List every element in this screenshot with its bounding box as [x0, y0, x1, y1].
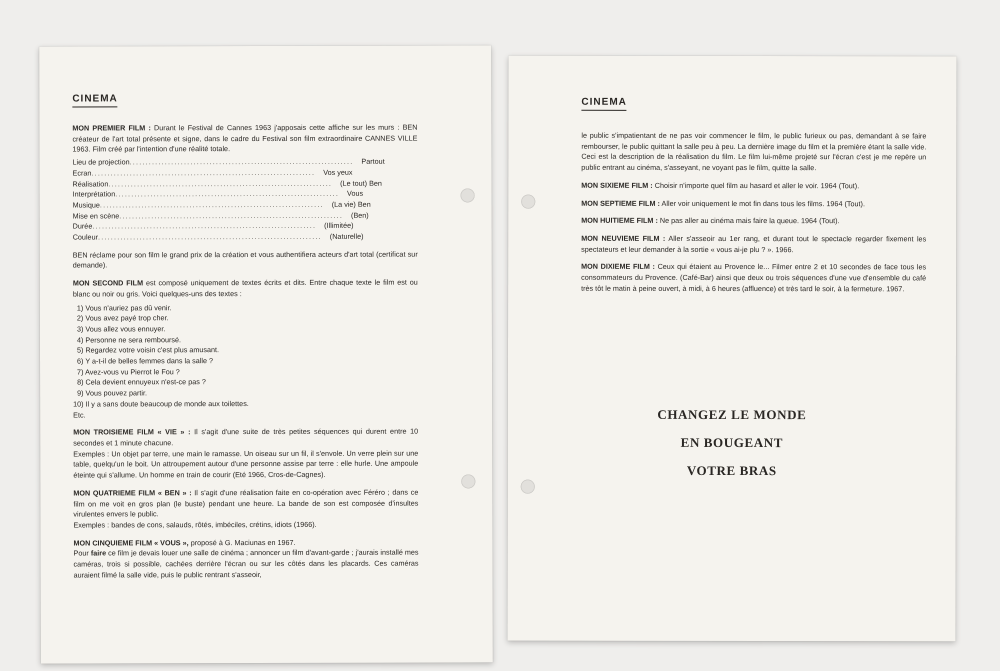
credit-value: (Ben) [351, 210, 369, 220]
list-item: 1) Vous n'auriez pas dû venir. [76, 302, 172, 313]
film-text: Ne pas aller au cinéma mais faire la queue. 1964 (Tout). [659, 216, 840, 226]
dot-leader: ...................................................................... [119, 210, 344, 221]
credit-value: (La vie) Ben [331, 199, 371, 209]
list-item: 5) Regardez votre voisin c'est plus amusant. [76, 345, 220, 355]
page-heading: CINEMA [72, 93, 117, 107]
film-title: MON SECOND FILM [72, 278, 144, 288]
film-4 [73, 487, 418, 531]
credit-label: Musique [72, 200, 100, 210]
list-item: 3) Vous allez vous ennuyer. [76, 324, 166, 334]
list-item: 6) Y a-t-il de belles femmes dans la salle ? [77, 356, 214, 366]
dot-leader: ...................................................................... [91, 167, 316, 178]
film-6 [581, 181, 926, 192]
continuation-text: le public s'impatientant de ne pas voir commencer le film, le public furieux ou pas, demandant à se faire rembourser, le public quittant la salle peu à peu. La dernière image du film et la première étant la salle vide. Ceci est la description de la réalisation du film. Le film lui-même projeté sur l'écran c'est je me repère un public entrant au cinéma, s'asseyant, ne voyant pas le film, quitte la salle. [581, 130, 927, 173]
film-10 [581, 262, 926, 295]
film-text: Ceux qui étaient au Provence le... Filmer entre 2 et 10 secondes de face tous les consommateurs du Provence. (Café-Bar) ainsi que deux ou trois séquences d'une vue d'ensemble du café très tôt le matin à peine ouvert, à midi, à 6 heures (affluence) et très tard le soir, à la fermeture. 1967. [581, 262, 927, 294]
right-page [507, 56, 956, 642]
film-title: MON SIXIEME FILM : [581, 180, 653, 190]
film-text: Choisir n'importe quel film au hasard et aller le voir. 1964 (Tout). [654, 180, 860, 191]
dot-leader: ...................................................................... [115, 189, 340, 199]
credit-label: Couleur [72, 232, 99, 242]
list-item: 4) Personne ne sera remboursé. [76, 334, 182, 345]
credit-label: Réalisation [72, 178, 109, 189]
slogan [508, 401, 956, 486]
film-title: MON NEUVIEME FILM : [581, 233, 666, 243]
list-item: 10) Il y a sans doute beaucoup de monde aux toilettes. [73, 398, 249, 409]
film-text: proposé à G. Maciunas en 1967. [190, 537, 296, 547]
credit-row [73, 232, 418, 244]
left-page [39, 45, 493, 663]
film-title: MON SEPTIEME FILM : [581, 198, 660, 208]
dot-leader: ...................................................................... [92, 221, 317, 231]
film-text: Il s'agit d'une suite de très petites séquences qui durent entre 10 secondes et 1 minute chacune. [73, 426, 419, 448]
film-text-lead: Pour [73, 548, 89, 558]
credit-label: Interprétation [72, 189, 116, 199]
credit-value: Partout [361, 156, 385, 166]
slogan-line: VOTRE BRAS [686, 462, 777, 479]
credit-value: Vous [347, 188, 364, 199]
list-item: Etc. [73, 410, 86, 420]
left-page-body [72, 123, 418, 581]
film-1 [72, 123, 417, 272]
film-text-bold: faire [90, 548, 107, 558]
film-3 [73, 427, 418, 481]
slogan-line: EN BOUGEANT [680, 434, 784, 451]
film-5 [73, 537, 418, 581]
punch-hole [521, 195, 535, 209]
film-title: MON PREMIER FILM : [72, 123, 151, 133]
film-note: BEN réclame pour son film le grand prix de la création et vous authentifiera acteurs d'art total (certificat sur demande). [72, 249, 418, 270]
punch-hole [461, 474, 475, 488]
credit-label: Lieu de projection [72, 157, 130, 167]
film-title: MON QUATRIEME FILM « BEN » : [73, 487, 192, 498]
film-title: MON TROISIEME FILM « VIE » : [73, 427, 191, 437]
credit-value: (Illimitée) [324, 221, 354, 231]
dot-leader: ...................................................................... [108, 178, 333, 188]
dot-leader: ...................................................................... [129, 156, 354, 167]
page-heading: CINEMA [581, 97, 626, 111]
film-text: Durant le Festival de Cannes 1963 j'apposais cette affiche sur les murs : BEN créateur de l'art total présente et signe, dans le cadre du Festival son film extraordinaire CANNES VILLE 1963. Film créé par l'intention d'une réalité totale. [72, 122, 418, 154]
film-title: MON DIXIEME FILM : [581, 262, 655, 272]
right-page-body [581, 131, 926, 295]
list-item: 7) Avez-vous vu Pierrot le Fou ? [77, 366, 180, 377]
credit-label: Ecran [72, 168, 92, 178]
list-item: 2) Vous avez payé trop cher. [76, 313, 169, 323]
film-examples: Exemples : bandes de cons, salauds, rôtés, imbéciles, crétins, idiots (1966). [73, 519, 317, 530]
credit-label: Mise en scène [72, 211, 120, 221]
credits-list [72, 157, 417, 244]
credit-value: (Naturelle) [329, 231, 364, 241]
film-9 [581, 234, 926, 256]
film-text: ce film je devais louer une salle de cinéma ; annoncer un film d'avant-garde ; j'aurais installé mes caméras, trois si possible, cachées derrière l'écran ou sur les côtés dans les placards. Ces caméras auraient filmé la salle vide, puis le public rentrant s'asseoir, [73, 547, 419, 580]
texts-list [73, 302, 418, 421]
credit-value: (Le tout) Ben [340, 178, 382, 188]
dot-leader: ...................................................................... [99, 199, 324, 210]
credit-label: Durée [72, 221, 93, 231]
film-7 [581, 198, 926, 209]
film-text: est composé uniquement de textes écrits et dits. Entre chaque texte le film est ou blanc ou noir ou gris. Voici quelques-uns des textes : [72, 277, 418, 299]
slogan-line: CHANGEZ LE MONDE [657, 406, 807, 423]
film-2 [73, 278, 418, 421]
film-examples: Exemples : Un objet par terre, une main le ramasse. Un oiseau sur un fil, il s'envole. Un verre plein sur une table, quelqu'un le boit. Un attroupement autour d'une personne assise par terre : elle hurle. Une ampoule éteinte qui s'allume. Un homme en train de courir (Eté 1966, Cros-de-Cagnes). [73, 448, 419, 480]
film-text: Aller voir uniquement le mot fin dans tous les films. 1964 (Tout). [661, 198, 866, 208]
film-text: Il s'agit d'une réalisation faite en co-opération avec Féréro ; dans ce film on me voit en gros plan (le buste) pendant une heure. La bande de son est composée d'insultes virulentes envers le public. [73, 487, 419, 519]
film-text: Aller s'asseoir au 1er rang, et durant tout le spectacle regarder fixement les spectateurs et leur demander à la sortie « vous ai-je plu ? ». 1966. [581, 233, 927, 254]
dot-leader: ...................................................................... [97, 231, 322, 242]
film-title: MON CINQUIEME FILM « VOUS », [73, 537, 189, 548]
film-8 [581, 216, 926, 227]
film-title: MON HUITIEME FILM : [581, 215, 658, 226]
credit-value: Vos yeux [323, 167, 353, 177]
list-item: 8) Cela devient ennuyeux n'est-ce pas ? [77, 377, 206, 387]
list-item: 9) Vous pouvez partir. [77, 388, 148, 398]
